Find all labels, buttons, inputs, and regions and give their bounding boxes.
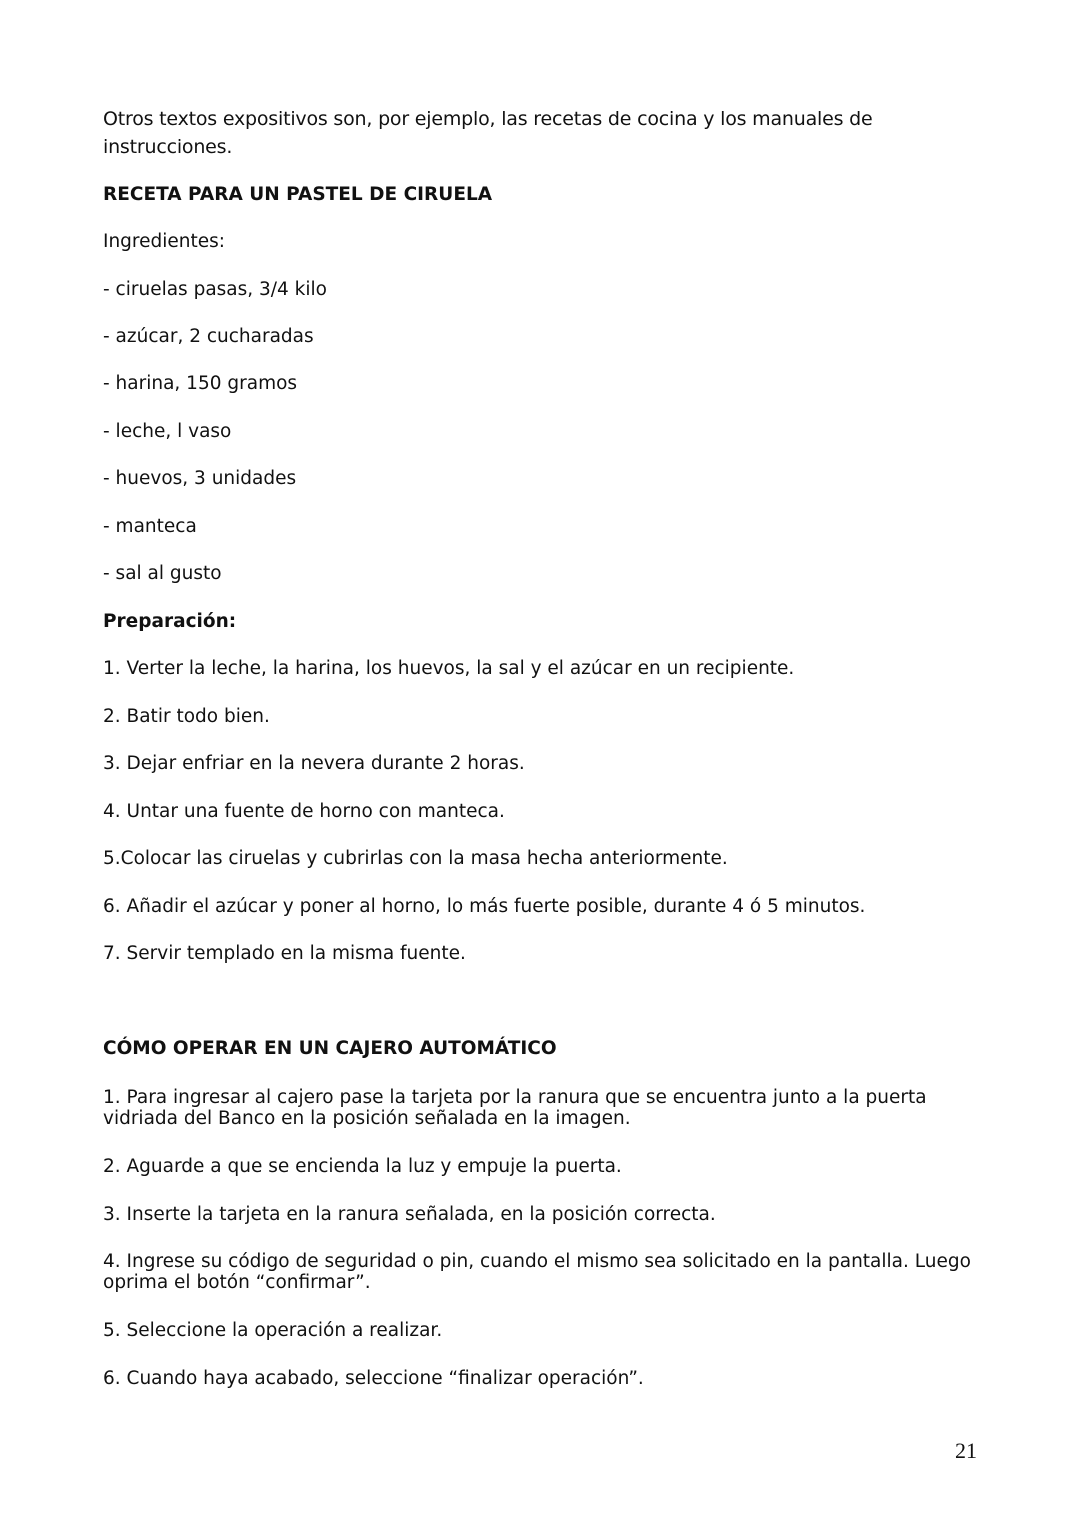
recipe-step: 3. Dejar enfriar en la nevera durante 2 horas. xyxy=(103,753,525,774)
ingredients-label: Ingredientes: xyxy=(103,231,226,252)
ingredient-item: - leche, l vaso xyxy=(103,421,232,442)
ingredient-item: - harina, 150 gramos xyxy=(103,373,298,394)
intro-paragraph: Otros textos expositivos son, por ejemplo, las recetas de cocina y los manuales de instrucciones. xyxy=(103,108,873,158)
atm-step: 4. Ingrese su código de seguridad o pin, cuando el mismo sea solicitado en la pantalla. Luego oprima el botón “confirmar”. xyxy=(103,1251,971,1293)
page-number: 21 xyxy=(955,1438,977,1463)
recipe-step: 7. Servir templado en la misma fuente. xyxy=(103,943,466,964)
recipe-step: 6. Añadir el azúcar y poner al horno, lo más fuerte posible, durante 4 ó 5 minutos. xyxy=(103,896,866,917)
recipe-step: 5.Colocar las ciruelas y cubrirlas con la masa hecha anteriormente. xyxy=(103,848,728,869)
ingredient-item: - huevos, 3 unidades xyxy=(103,468,297,489)
recipe-step: 2. Batir todo bien. xyxy=(103,706,270,727)
atm-step: 3. Inserte la tarjeta en la ranura señalada, en la posición correcta. xyxy=(103,1204,716,1225)
recipe-step: 1. Verter la leche, la harina, los huevos, la sal y el azúcar en un recipiente. xyxy=(103,658,795,679)
atm-step: 6. Cuando haya acabado, seleccione “finalizar operación”. xyxy=(103,1368,644,1389)
recipe-step: 4. Untar una fuente de horno con manteca. xyxy=(103,801,505,822)
atm-step: 2. Aguarde a que se encienda la luz y empuje la puerta. xyxy=(103,1156,622,1177)
ingredient-item: - manteca xyxy=(103,516,197,537)
preparation-label: Preparación: xyxy=(103,611,237,632)
atm-title: CÓMO OPERAR EN UN CAJERO AUTOMÁTICO xyxy=(103,1038,557,1059)
ingredient-item: - azúcar, 2 cucharadas xyxy=(103,326,314,347)
atm-step: 5. Seleccione la operación a realizar. xyxy=(103,1320,443,1341)
atm-step: 1. Para ingresar al cajero pase la tarjeta por la ranura que se encuentra junto a la puerta vidriada del Banco en la posición señalada en la imagen. xyxy=(103,1087,927,1129)
recipe-title: RECETA PARA UN PASTEL DE CIRUELA xyxy=(103,184,493,205)
ingredient-item: - ciruelas pasas, 3/4 kilo xyxy=(103,279,327,300)
ingredient-item: - sal al gusto xyxy=(103,563,222,584)
